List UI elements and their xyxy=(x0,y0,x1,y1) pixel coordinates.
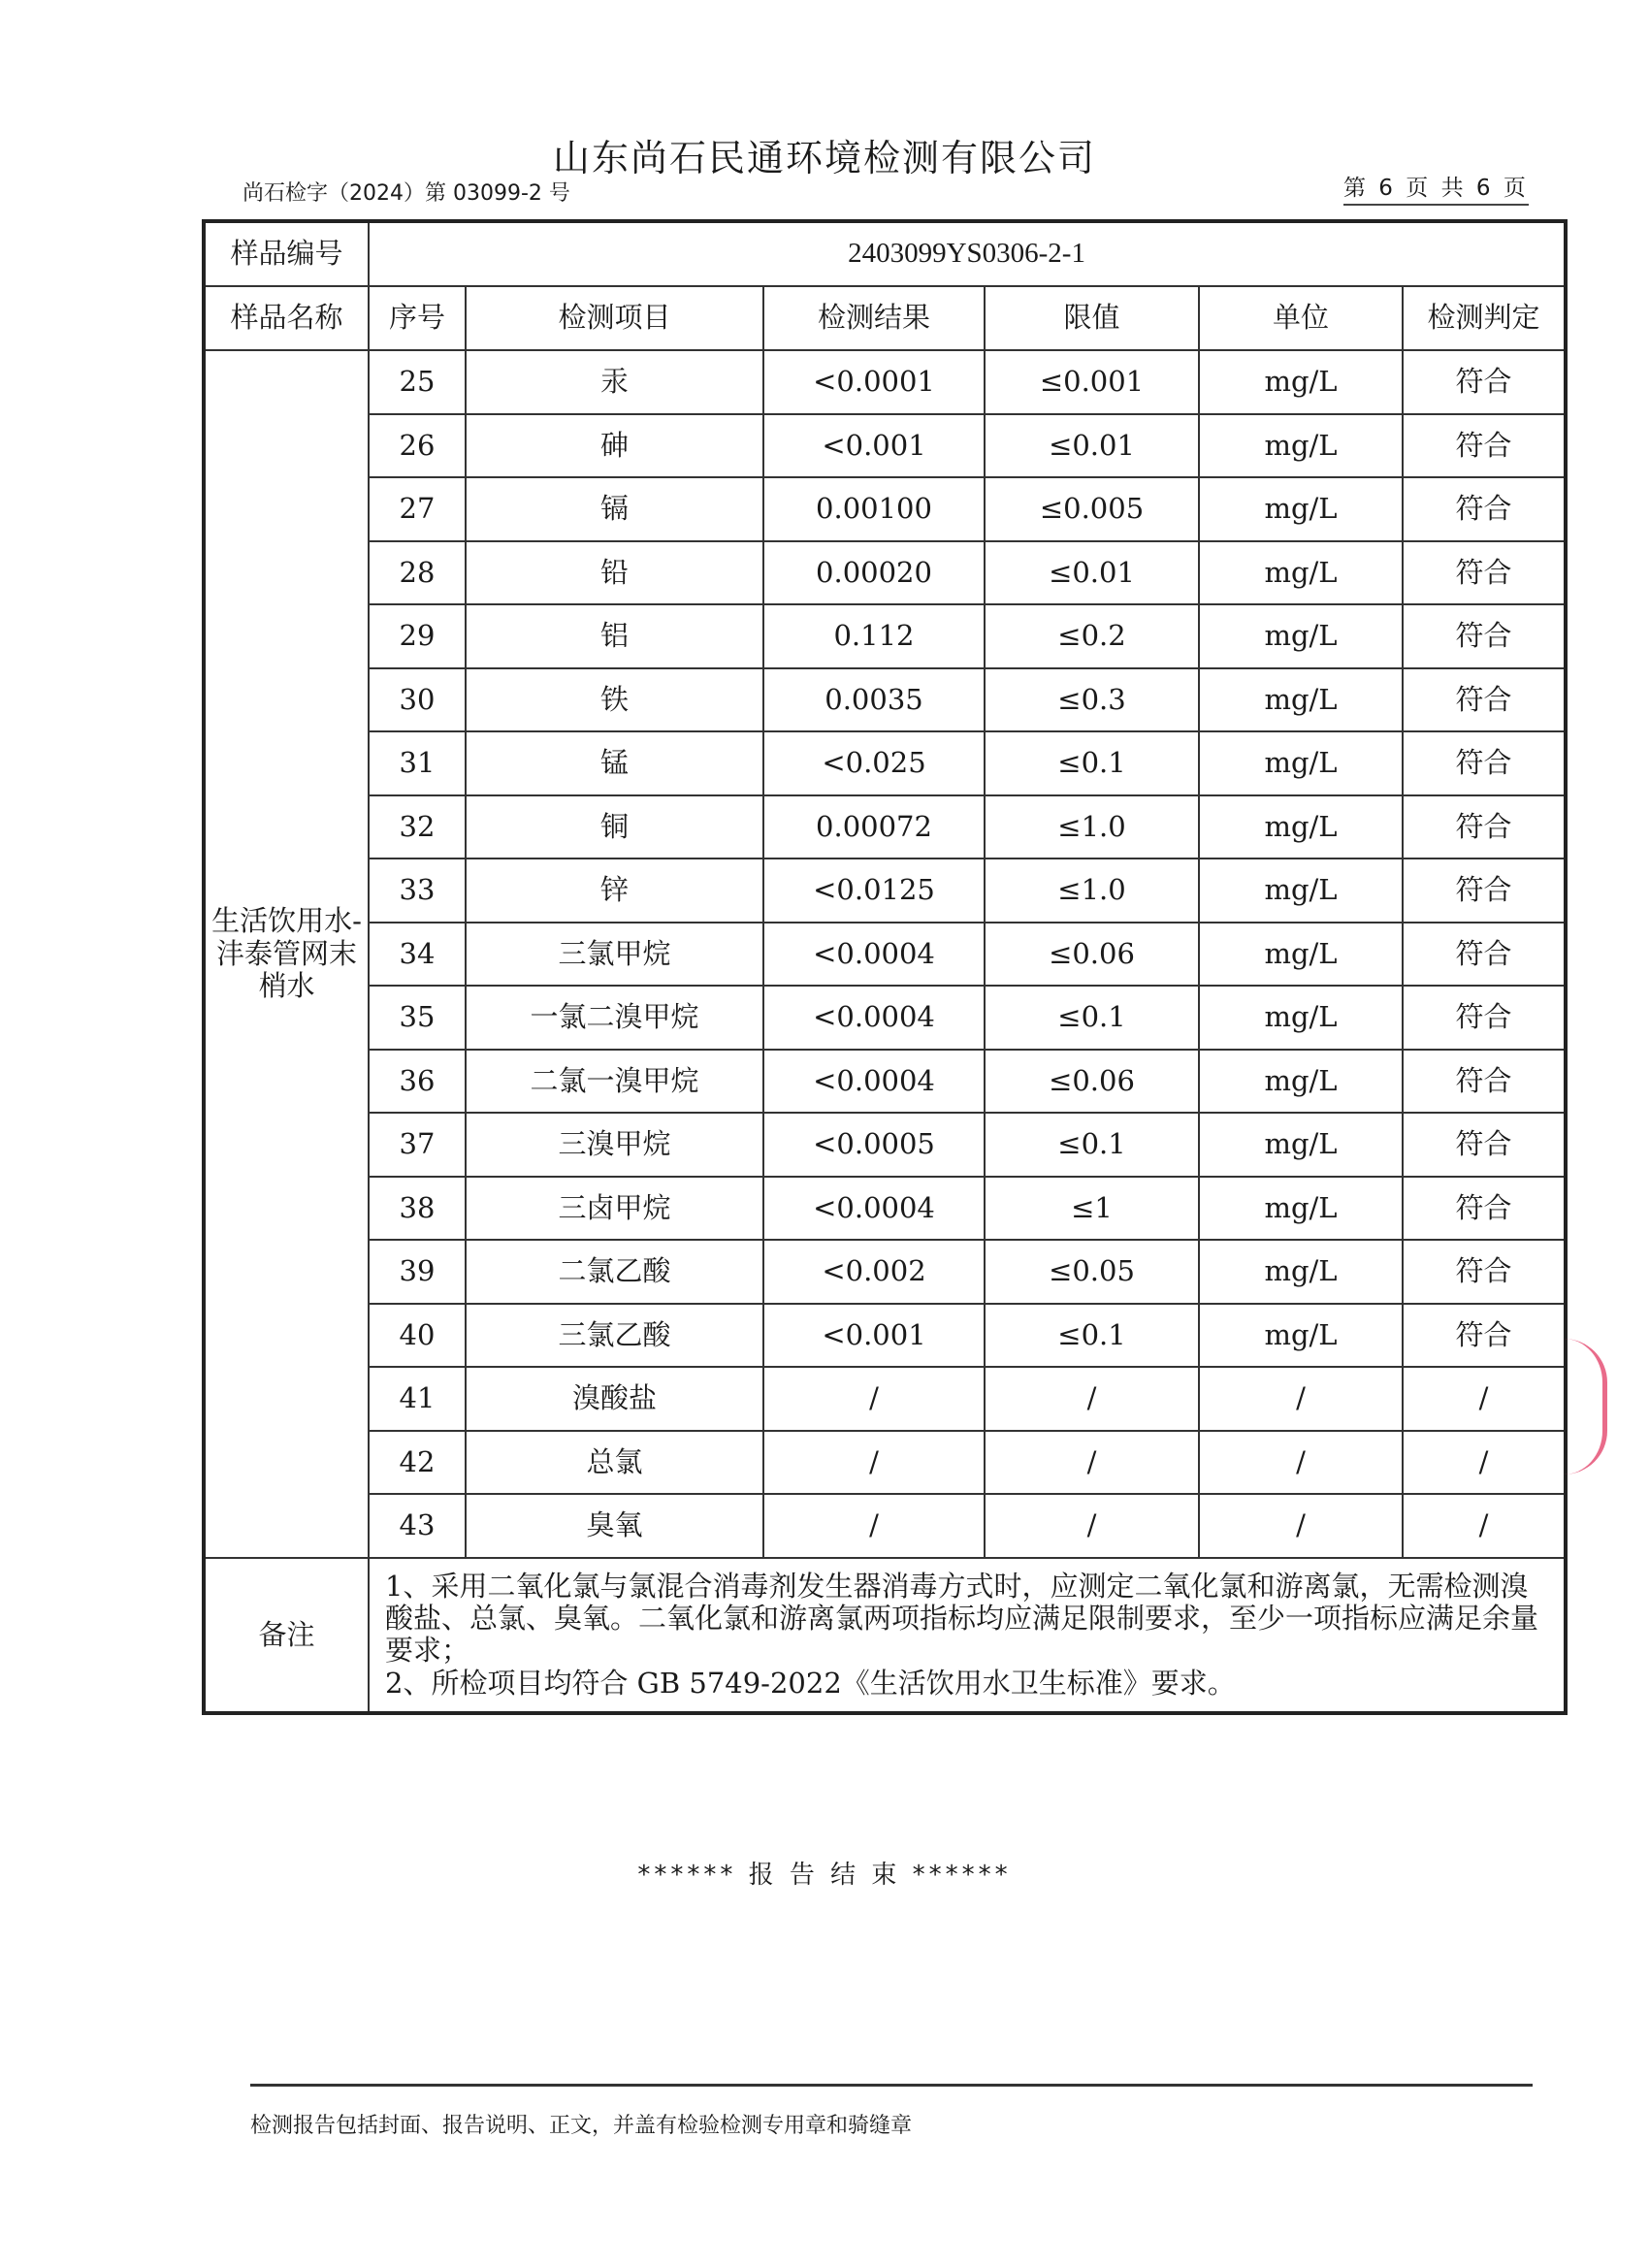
seal-stamp-edge xyxy=(1564,1339,1607,1474)
remark-item: 2、所检项目均符合 GB 5749-2022《生活饮用水卫生标准》要求。 xyxy=(385,1666,1236,1700)
test-result: / xyxy=(763,1494,985,1558)
table-row xyxy=(204,731,1566,795)
column-header: 序号 xyxy=(369,286,466,350)
unit: mg/L xyxy=(1199,859,1403,923)
table-row xyxy=(204,604,1566,668)
test-item: 砷 xyxy=(466,414,763,478)
unit: / xyxy=(1199,1494,1403,1558)
row-number: 33 xyxy=(369,859,466,923)
unit: mg/L xyxy=(1199,795,1403,859)
sample-number-label: 样品编号 xyxy=(204,221,369,286)
limit-value: ≤1.0 xyxy=(985,859,1199,923)
test-item: 铁 xyxy=(466,668,763,732)
test-result: <0.001 xyxy=(763,1304,985,1368)
table-row xyxy=(204,477,1566,541)
unit: mg/L xyxy=(1199,1240,1403,1304)
judgement: 符合 xyxy=(1403,541,1566,605)
limit-value: ≤0.05 xyxy=(985,1240,1199,1304)
row-number: 35 xyxy=(369,986,466,1050)
row-number: 36 xyxy=(369,1050,466,1114)
unit: mg/L xyxy=(1199,1177,1403,1241)
unit: mg/L xyxy=(1199,986,1403,1050)
limit-value: / xyxy=(985,1431,1199,1495)
row-number: 32 xyxy=(369,795,466,859)
table-row xyxy=(204,923,1566,987)
table-row xyxy=(204,1304,1566,1368)
judgement: 符合 xyxy=(1403,1240,1566,1304)
unit: mg/L xyxy=(1199,668,1403,732)
row-number: 26 xyxy=(369,414,466,478)
table-row xyxy=(204,414,1566,478)
judgement: 符合 xyxy=(1403,350,1566,414)
test-item: 臭氧 xyxy=(466,1494,763,1558)
judgement: 符合 xyxy=(1403,986,1566,1050)
test-item: 三卤甲烷 xyxy=(466,1177,763,1241)
table-row xyxy=(204,1113,1566,1177)
unit: mg/L xyxy=(1199,350,1403,414)
remarks-row xyxy=(204,1558,1566,1713)
judgement: 符合 xyxy=(1403,668,1566,732)
table-row xyxy=(204,541,1566,605)
sample-number: 2403099YS0306-2-1 xyxy=(369,221,1566,286)
judgement: / xyxy=(1403,1367,1566,1431)
limit-value: ≤0.01 xyxy=(985,414,1199,478)
limit-value: ≤0.1 xyxy=(985,1113,1199,1177)
test-item: 总氯 xyxy=(466,1431,763,1495)
row-number: 43 xyxy=(369,1494,466,1558)
results-table xyxy=(202,219,1568,1715)
unit: mg/L xyxy=(1199,1113,1403,1177)
test-result: <0.0004 xyxy=(763,1177,985,1241)
row-number: 40 xyxy=(369,1304,466,1368)
unit: mg/L xyxy=(1199,604,1403,668)
limit-value: ≤0.06 xyxy=(985,1050,1199,1114)
limit-value: ≤0.001 xyxy=(985,350,1199,414)
test-result: 0.00020 xyxy=(763,541,985,605)
test-item: 二氯一溴甲烷 xyxy=(466,1050,763,1114)
row-number: 38 xyxy=(369,1177,466,1241)
limit-value: ≤0.01 xyxy=(985,541,1199,605)
judgement: 符合 xyxy=(1403,604,1566,668)
row-number: 30 xyxy=(369,668,466,732)
unit: mg/L xyxy=(1199,731,1403,795)
test-item: 三氯乙酸 xyxy=(466,1304,763,1368)
judgement: 符合 xyxy=(1403,795,1566,859)
test-item: 一氯二溴甲烷 xyxy=(466,986,763,1050)
limit-value: ≤1 xyxy=(985,1177,1199,1241)
test-item: 二氯乙酸 xyxy=(466,1240,763,1304)
report-number: 尚石检字（2024）第 03099-2 号 xyxy=(242,181,570,206)
limit-value: / xyxy=(985,1367,1199,1431)
unit: / xyxy=(1199,1367,1403,1431)
limit-value: ≤0.1 xyxy=(985,1304,1199,1368)
unit: mg/L xyxy=(1199,541,1403,605)
row-number: 27 xyxy=(369,477,466,541)
judgement: 符合 xyxy=(1403,1050,1566,1114)
test-result: 0.00072 xyxy=(763,795,985,859)
judgement: 符合 xyxy=(1403,1304,1566,1368)
test-result: <0.0005 xyxy=(763,1113,985,1177)
report-end-marker: ****** 报 告 结 束 ****** xyxy=(637,1861,1012,1890)
test-result: <0.0004 xyxy=(763,1050,985,1114)
limit-value: ≤0.06 xyxy=(985,923,1199,987)
table-row xyxy=(204,668,1566,732)
test-result: <0.0004 xyxy=(763,923,985,987)
table-row xyxy=(204,1367,1566,1431)
limit-value: ≤0.1 xyxy=(985,731,1199,795)
column-header-row xyxy=(204,286,1566,350)
table-row xyxy=(204,1494,1566,1558)
test-result: <0.001 xyxy=(763,414,985,478)
column-header: 检测项目 xyxy=(466,286,763,350)
table-row xyxy=(204,859,1566,923)
judgement: 符合 xyxy=(1403,414,1566,478)
test-item: 镉 xyxy=(466,477,763,541)
test-result: / xyxy=(763,1431,985,1495)
test-result: 0.00100 xyxy=(763,477,985,541)
judgement: / xyxy=(1403,1431,1566,1495)
unit: mg/L xyxy=(1199,1050,1403,1114)
judgement: 符合 xyxy=(1403,477,1566,541)
test-item: 铅 xyxy=(466,541,763,605)
judgement: 符合 xyxy=(1403,859,1566,923)
table-row xyxy=(204,795,1566,859)
test-result: <0.025 xyxy=(763,731,985,795)
footer-divider xyxy=(250,2084,1533,2087)
row-number: 28 xyxy=(369,541,466,605)
remarks-content xyxy=(369,1558,1566,1713)
column-header: 限值 xyxy=(985,286,1199,350)
judgement: 符合 xyxy=(1403,923,1566,987)
table-row xyxy=(204,1240,1566,1304)
table-row xyxy=(204,1050,1566,1114)
test-item: 三溴甲烷 xyxy=(466,1113,763,1177)
judgement: 符合 xyxy=(1403,731,1566,795)
row-number: 41 xyxy=(369,1367,466,1431)
row-number: 25 xyxy=(369,350,466,414)
test-item: 锌 xyxy=(466,859,763,923)
limit-value: / xyxy=(985,1494,1199,1558)
test-item: 铜 xyxy=(466,795,763,859)
table-row xyxy=(204,1177,1566,1241)
unit: mg/L xyxy=(1199,414,1403,478)
test-item: 汞 xyxy=(466,350,763,414)
page-info: 第 6 页 共 6 页 xyxy=(1343,170,1529,206)
sample-name: 生活饮用水-沣泰管网末梢水 xyxy=(204,350,369,1558)
limit-value: ≤0.3 xyxy=(985,668,1199,732)
test-item: 三氯甲烷 xyxy=(466,923,763,987)
limit-value: ≤0.1 xyxy=(985,986,1199,1050)
column-header: 样品名称 xyxy=(204,286,369,350)
test-item: 溴酸盐 xyxy=(466,1367,763,1431)
row-number: 37 xyxy=(369,1113,466,1177)
test-item: 铝 xyxy=(466,604,763,668)
row-number: 39 xyxy=(369,1240,466,1304)
unit: / xyxy=(1199,1431,1403,1495)
sample-number-row xyxy=(204,221,1566,286)
row-number: 42 xyxy=(369,1431,466,1495)
judgement: / xyxy=(1403,1494,1566,1558)
row-number: 34 xyxy=(369,923,466,987)
column-header: 检测判定 xyxy=(1403,286,1566,350)
unit: mg/L xyxy=(1199,923,1403,987)
test-result: 0.0035 xyxy=(763,668,985,732)
limit-value: ≤1.0 xyxy=(985,795,1199,859)
judgement: 符合 xyxy=(1403,1113,1566,1177)
test-item: 锰 xyxy=(466,731,763,795)
unit: mg/L xyxy=(1199,1304,1403,1368)
test-result: <0.0004 xyxy=(763,986,985,1050)
test-result: <0.002 xyxy=(763,1240,985,1304)
test-result: <0.0001 xyxy=(763,350,985,414)
row-number: 31 xyxy=(369,731,466,795)
unit: mg/L xyxy=(1199,477,1403,541)
remark-item: 1、采用二氧化氯与氯混合消毒剂发生器消毒方式时，应测定二氧化氯和游离氯，无需检测溴酸盐、总氯、臭氧。二氧化氯和游离氯两项指标均应满足限制要求，至少一项指标应满足余量要求； xyxy=(385,1569,1539,1668)
test-result: / xyxy=(763,1367,985,1431)
table-row xyxy=(204,1431,1566,1495)
row-number: 29 xyxy=(369,604,466,668)
column-header: 检测结果 xyxy=(763,286,985,350)
remarks-label: 备注 xyxy=(204,1558,369,1713)
footer-note: 检测报告包括封面、报告说明、正文，并盖有检验检测专用章和骑缝章 xyxy=(250,2114,913,2138)
company-name: 山东尚石民通环境检测有限公司 xyxy=(552,137,1096,179)
test-result: <0.0125 xyxy=(763,859,985,923)
limit-value: ≤0.2 xyxy=(985,604,1199,668)
limit-value: ≤0.005 xyxy=(985,477,1199,541)
test-result: 0.112 xyxy=(763,604,985,668)
column-header: 单位 xyxy=(1199,286,1403,350)
table-row xyxy=(204,350,1566,414)
table-row xyxy=(204,986,1566,1050)
judgement: 符合 xyxy=(1403,1177,1566,1241)
